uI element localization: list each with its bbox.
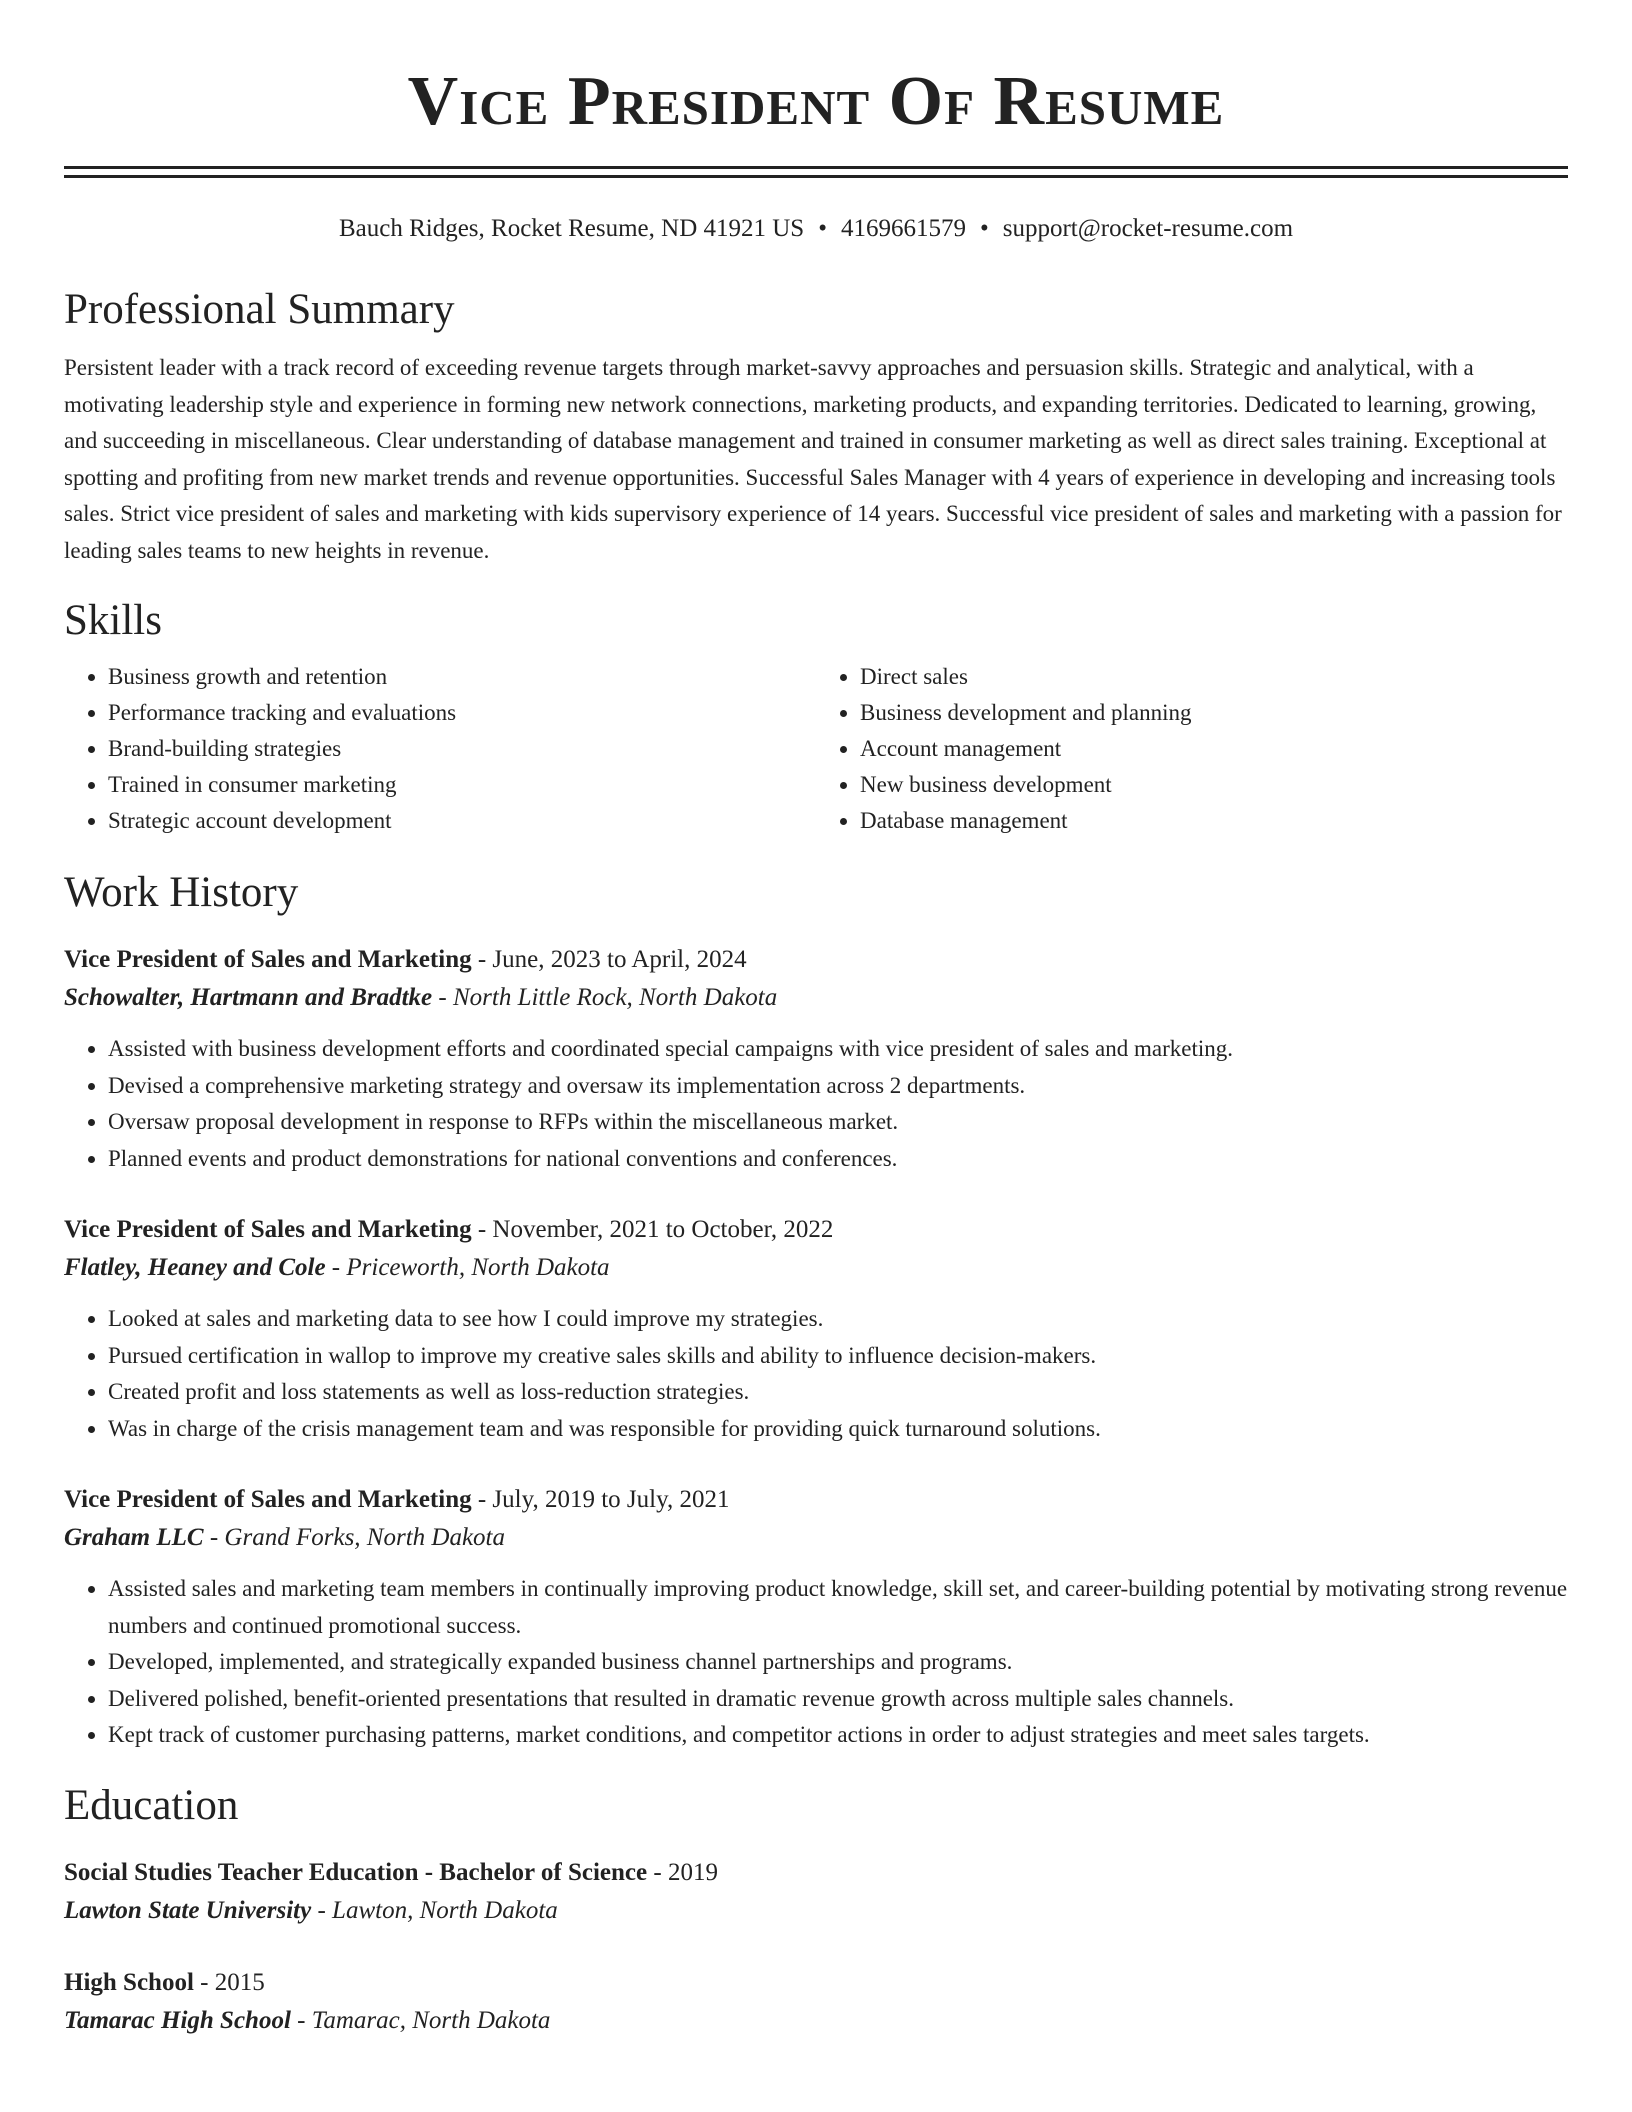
skill-item: • Direct sales: [860, 659, 1568, 695]
education-location: - Tamarac, North Dakota: [290, 2006, 551, 2034]
education-location: - Lawton, North Dakota: [311, 1896, 558, 1924]
job-entry: [64, 941, 1568, 1177]
job-location: - Priceworth, North Dakota: [325, 1254, 610, 1281]
education-year: - 2019: [647, 1858, 718, 1886]
contact-address: Bauch Ridges, Rocket Resume, ND 41921 US: [338, 215, 805, 242]
job-bullet: • Was in charge of the crisis management team and was responsible for providing quick turnaround solutions.: [108, 1411, 1568, 1448]
job-bullet: • Created profit and loss statements as well as loss-reduction strategies.: [108, 1374, 1568, 1411]
job-bullets: [64, 1031, 1568, 1177]
job-role-line: [64, 1211, 1568, 1249]
job-bullet: • Developed, implemented, and strategically expanded business channel partnerships and programs.: [108, 1644, 1568, 1681]
job-bullet: • Planned events and product demonstrations for national conventions and conferences.: [108, 1141, 1568, 1178]
job-bullet: • Looked at sales and marketing data to see how I could improve my strategies.: [108, 1301, 1568, 1338]
job-entry: [64, 1481, 1568, 1754]
skill-item: • Account management: [860, 731, 1568, 767]
job-location: - North Little Rock, North Dakota: [432, 984, 778, 1011]
job-role-line: [64, 1481, 1568, 1519]
job-role-line: [64, 941, 1568, 979]
section-title-summary: Professional Summary: [64, 286, 455, 333]
job-entry: [64, 1211, 1568, 1447]
education-school: Tamarac High School: [64, 2006, 291, 2034]
skills-list-left: [64, 659, 816, 839]
header-double-rule: [64, 166, 1568, 178]
contact-email: support@rocket-resume.com: [1002, 215, 1294, 242]
education-school-line: [64, 1892, 1568, 1930]
skill-item: • Brand-building strategies: [108, 731, 816, 767]
skill-item: • Business development and planning: [860, 695, 1568, 731]
education-degree: High School: [64, 1968, 194, 1996]
summary-text: Persistent leader with a track record of exceeding revenue targets through market-savvy approaches and persuasion skills. Strategic and analytical, with a motivating leadership style and experience in forming new network connections, marketing products, and expanding territories. Dedicated to learning, growing, and succeeding in miscellaneous. Clear understanding of database management and trained in consumer marketing as well as direct sales training. Exceptional at spotting and profiting from new market trends and revenue opportunities. Successful Sales Manager with 4 years of experience in developing and increasing tools sales. Strict vice president of sales and marketing with kids supervisory experience of 14 years. Successful vice president of sales and marketing with a passion for leading sales teams to new heights in revenue.: [64, 355, 1562, 563]
education-school-line: [64, 2002, 1568, 2040]
contact-separator: •: [979, 215, 989, 242]
job-location: - Grand Forks, North Dakota: [203, 1524, 505, 1551]
skill-item: • New business development: [860, 767, 1568, 803]
job-bullet: • Delivered polished, benefit-oriented presentations that resulted in dramatic revenue growth across multiple sales channels.: [108, 1681, 1568, 1718]
job-company: Flatley, Heaney and Cole: [64, 1254, 326, 1281]
job-company-line: [64, 1249, 1568, 1287]
education-degree-line: [64, 1854, 1568, 1892]
job-dates: - July, 2019 to July, 2021: [471, 1486, 730, 1513]
section-title-skills: Skills: [64, 597, 162, 644]
education-degree: Social Studies Teacher Education - Bachelor of Science: [64, 1858, 648, 1886]
job-bullets: [64, 1301, 1568, 1447]
resume-name: Vice President Of Resume: [407, 63, 1225, 140]
section-title-education: Education: [64, 1781, 239, 1829]
job-dates: - November, 2021 to October, 2022: [471, 1216, 834, 1243]
contact-phone: 4169661579: [840, 215, 966, 242]
education-entry: [64, 1964, 1568, 2040]
job-bullets: [64, 1571, 1568, 1754]
job-company-line: [64, 979, 1568, 1017]
skills-list-right: [816, 659, 1568, 839]
job-role: Vice President of Sales and Marketing: [64, 946, 472, 973]
education-school: Lawton State University: [64, 1896, 312, 1924]
skill-item: • Trained in consumer marketing: [108, 767, 816, 803]
job-dates: - June, 2023 to April, 2024: [471, 946, 747, 973]
job-bullet: • Kept track of customer purchasing patterns, market conditions, and competitor actions in order to adjust strategies and meet sales targets.: [108, 1717, 1568, 1754]
education-entry: [64, 1854, 1568, 1930]
section-title-work-history: Work History: [64, 869, 299, 916]
education-degree-line: [64, 1964, 1568, 2002]
job-company: Graham LLC: [64, 1524, 204, 1551]
job-bullet: • Pursued certification in wallop to improve my creative sales skills and ability to influence decision-makers.: [108, 1338, 1568, 1375]
job-bullet: • Oversaw proposal development in response to RFPs within the miscellaneous market.: [108, 1104, 1568, 1141]
skill-item: • Strategic account development: [108, 803, 816, 839]
job-role: Vice President of Sales and Marketing: [64, 1486, 472, 1513]
job-company-line: [64, 1519, 1568, 1557]
skill-item: • Performance tracking and evaluations: [108, 695, 816, 731]
skills-columns: [64, 659, 1568, 839]
contact-line: [64, 214, 1568, 244]
skill-item: • Business growth and retention: [108, 659, 816, 695]
job-bullet: • Assisted sales and marketing team members in continually improving product knowledge, skill set, and career-building potential by motivating strong revenue numbers and continued promotional success.: [108, 1571, 1568, 1644]
job-company: Schowalter, Hartmann and Bradtke: [64, 984, 433, 1011]
contact-separator: •: [818, 215, 827, 242]
skill-item: • Database management: [860, 803, 1568, 839]
job-role: Vice President of Sales and Marketing: [64, 1216, 472, 1243]
job-bullet: • Devised a comprehensive marketing strategy and oversaw its implementation across 2 departments.: [108, 1068, 1568, 1105]
education-year: - 2015: [193, 1968, 265, 1996]
job-bullet: • Assisted with business development efforts and coordinated special campaigns with vice president of sales and marketing.: [108, 1031, 1568, 1068]
